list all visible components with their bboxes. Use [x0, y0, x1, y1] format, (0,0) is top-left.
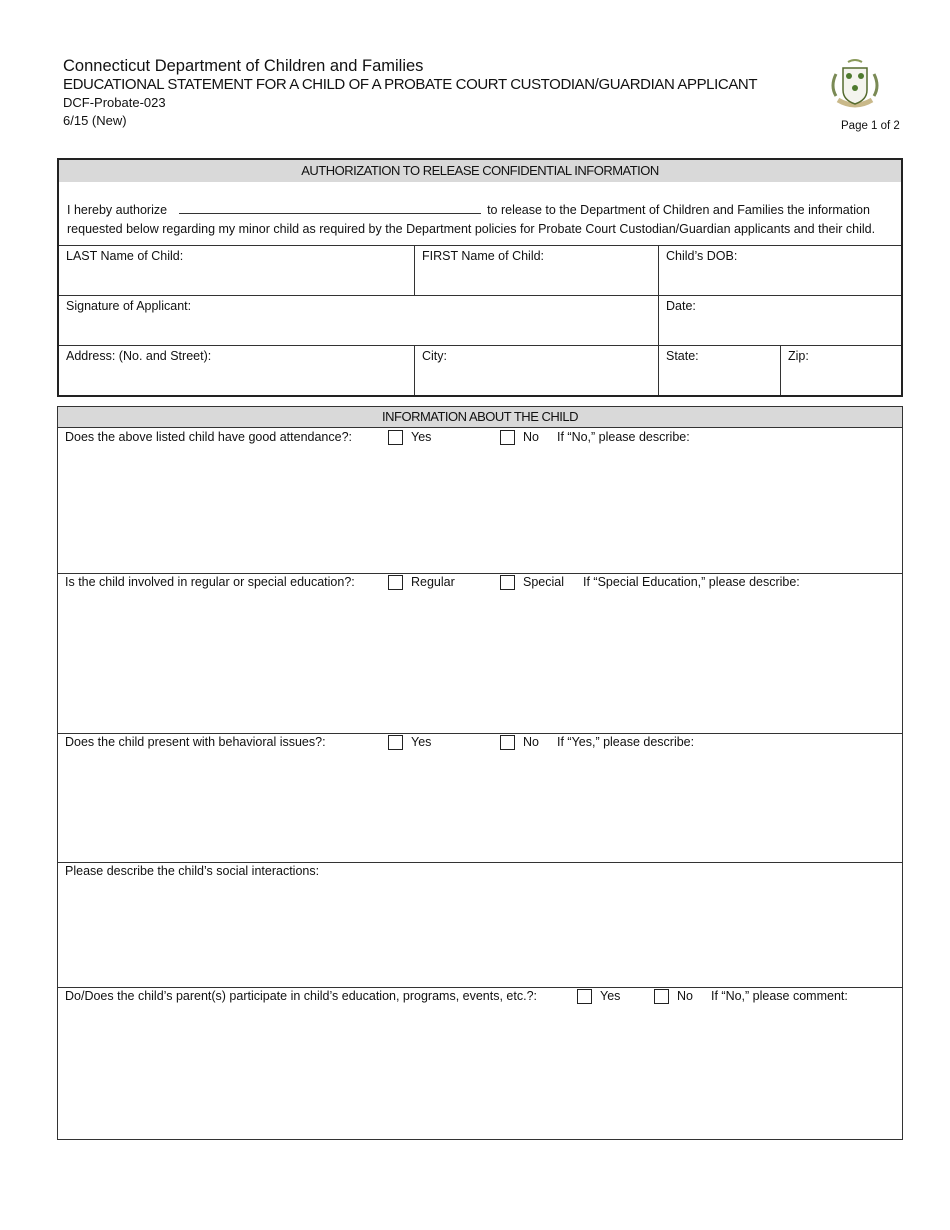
attendance-no-checkbox[interactable]: [500, 430, 515, 445]
dob-label: Child’s DOB:: [666, 249, 738, 263]
regular-education-checkbox[interactable]: [388, 575, 403, 590]
page-number: Page 1 of 2: [841, 120, 900, 132]
department-name: Connecticut Department of Children and Families: [63, 57, 424, 75]
special-education-label: Special: [523, 575, 564, 589]
authorize-text-after: to release to the Department of Children and Families the information: [487, 203, 870, 217]
child-info-heading: INFORMATION ABOUT THE CHILD: [58, 407, 902, 428]
behavior-description-field[interactable]: [65, 754, 895, 856]
behavior-question: Does the child present with behavioral issues?:: [65, 735, 326, 749]
education-question: Is the child involved in regular or special education?:: [65, 575, 355, 589]
attendance-description-field[interactable]: [65, 449, 895, 567]
authorize-text-before: I hereby authorize: [67, 203, 168, 217]
attendance-describe-label: If “No,” please describe:: [557, 430, 690, 444]
form-title: EDUCATIONAL STATEMENT FOR A CHILD OF A PROBATE COURT CUSTODIAN/GUARDIAN APPLICANT: [63, 76, 758, 93]
zip-input[interactable]: [788, 366, 896, 390]
education-description-field[interactable]: [65, 594, 895, 727]
participation-no-checkbox[interactable]: [654, 989, 669, 1004]
participation-yes-label: Yes: [600, 989, 621, 1003]
authorize-text-line2: requested below regarding my minor child as required by the Department policies for Probate Court Custodian/Guardian applicants and their child.: [67, 222, 876, 236]
divider: [414, 345, 415, 395]
date-input[interactable]: [666, 316, 896, 340]
signature-label: Signature of Applicant:: [66, 299, 192, 313]
behavior-no-checkbox[interactable]: [500, 735, 515, 750]
special-education-checkbox[interactable]: [500, 575, 515, 590]
form-date: 6/15 (New): [63, 113, 127, 128]
divider: [414, 245, 415, 295]
behavior-yes-checkbox[interactable]: [388, 735, 403, 750]
divider: [59, 295, 901, 296]
attendance-no-label: No: [523, 430, 539, 444]
behavior-no-label: No: [523, 735, 539, 749]
zip-label: Zip:: [788, 349, 809, 363]
state-label: State:: [666, 349, 699, 363]
first-name-input[interactable]: [422, 266, 652, 290]
form-header: [63, 56, 757, 130]
signature-input[interactable]: [66, 316, 651, 340]
form-number: DCF-Probate-023: [63, 95, 166, 110]
first-name-label: FIRST Name of Child:: [422, 249, 545, 263]
authorization-section: [57, 158, 903, 397]
participation-no-label: No: [677, 989, 693, 1003]
state-input[interactable]: [666, 366, 774, 390]
last-name-input[interactable]: [66, 266, 406, 290]
divider: [658, 245, 659, 395]
education-describe-label: If “Special Education,” please describe:: [583, 575, 800, 589]
date-label: Date:: [666, 299, 696, 313]
address-input[interactable]: [66, 366, 406, 390]
authorization-statement: [67, 200, 897, 239]
social-question: Please describe the child’s social interactions:: [65, 864, 320, 878]
address-label: Address: (No. and Street):: [66, 349, 212, 363]
behavior-yes-label: Yes: [411, 735, 432, 749]
authorized-party-field[interactable]: [179, 200, 481, 214]
parent-participation-question: Do/Does the child’s parent(s) participate in child’s education, programs, events, etc.?:: [65, 989, 538, 1003]
dob-input[interactable]: [666, 266, 896, 290]
participation-comment-label: If “No,” please comment:: [711, 989, 848, 1003]
participation-comment-field[interactable]: [65, 1008, 895, 1133]
social-description-field[interactable]: [65, 883, 895, 981]
divider: [59, 345, 901, 346]
participation-yes-checkbox[interactable]: [577, 989, 592, 1004]
city-input[interactable]: [422, 366, 652, 390]
attendance-yes-checkbox[interactable]: [388, 430, 403, 445]
authorization-heading: AUTHORIZATION TO RELEASE CONFIDENTIAL INFORMATION: [59, 160, 901, 182]
city-label: City:: [422, 349, 447, 363]
attendance-question: Does the above listed child have good attendance?:: [65, 430, 353, 444]
divider: [780, 345, 781, 395]
divider: [59, 245, 901, 246]
last-name-label: LAST Name of Child:: [66, 249, 184, 263]
behavior-describe-label: If “Yes,” please describe:: [557, 735, 695, 749]
attendance-yes-label: Yes: [411, 430, 432, 444]
state-seal-icon: [826, 56, 884, 114]
regular-education-label: Regular: [411, 575, 455, 589]
child-info-section: [57, 406, 903, 1140]
